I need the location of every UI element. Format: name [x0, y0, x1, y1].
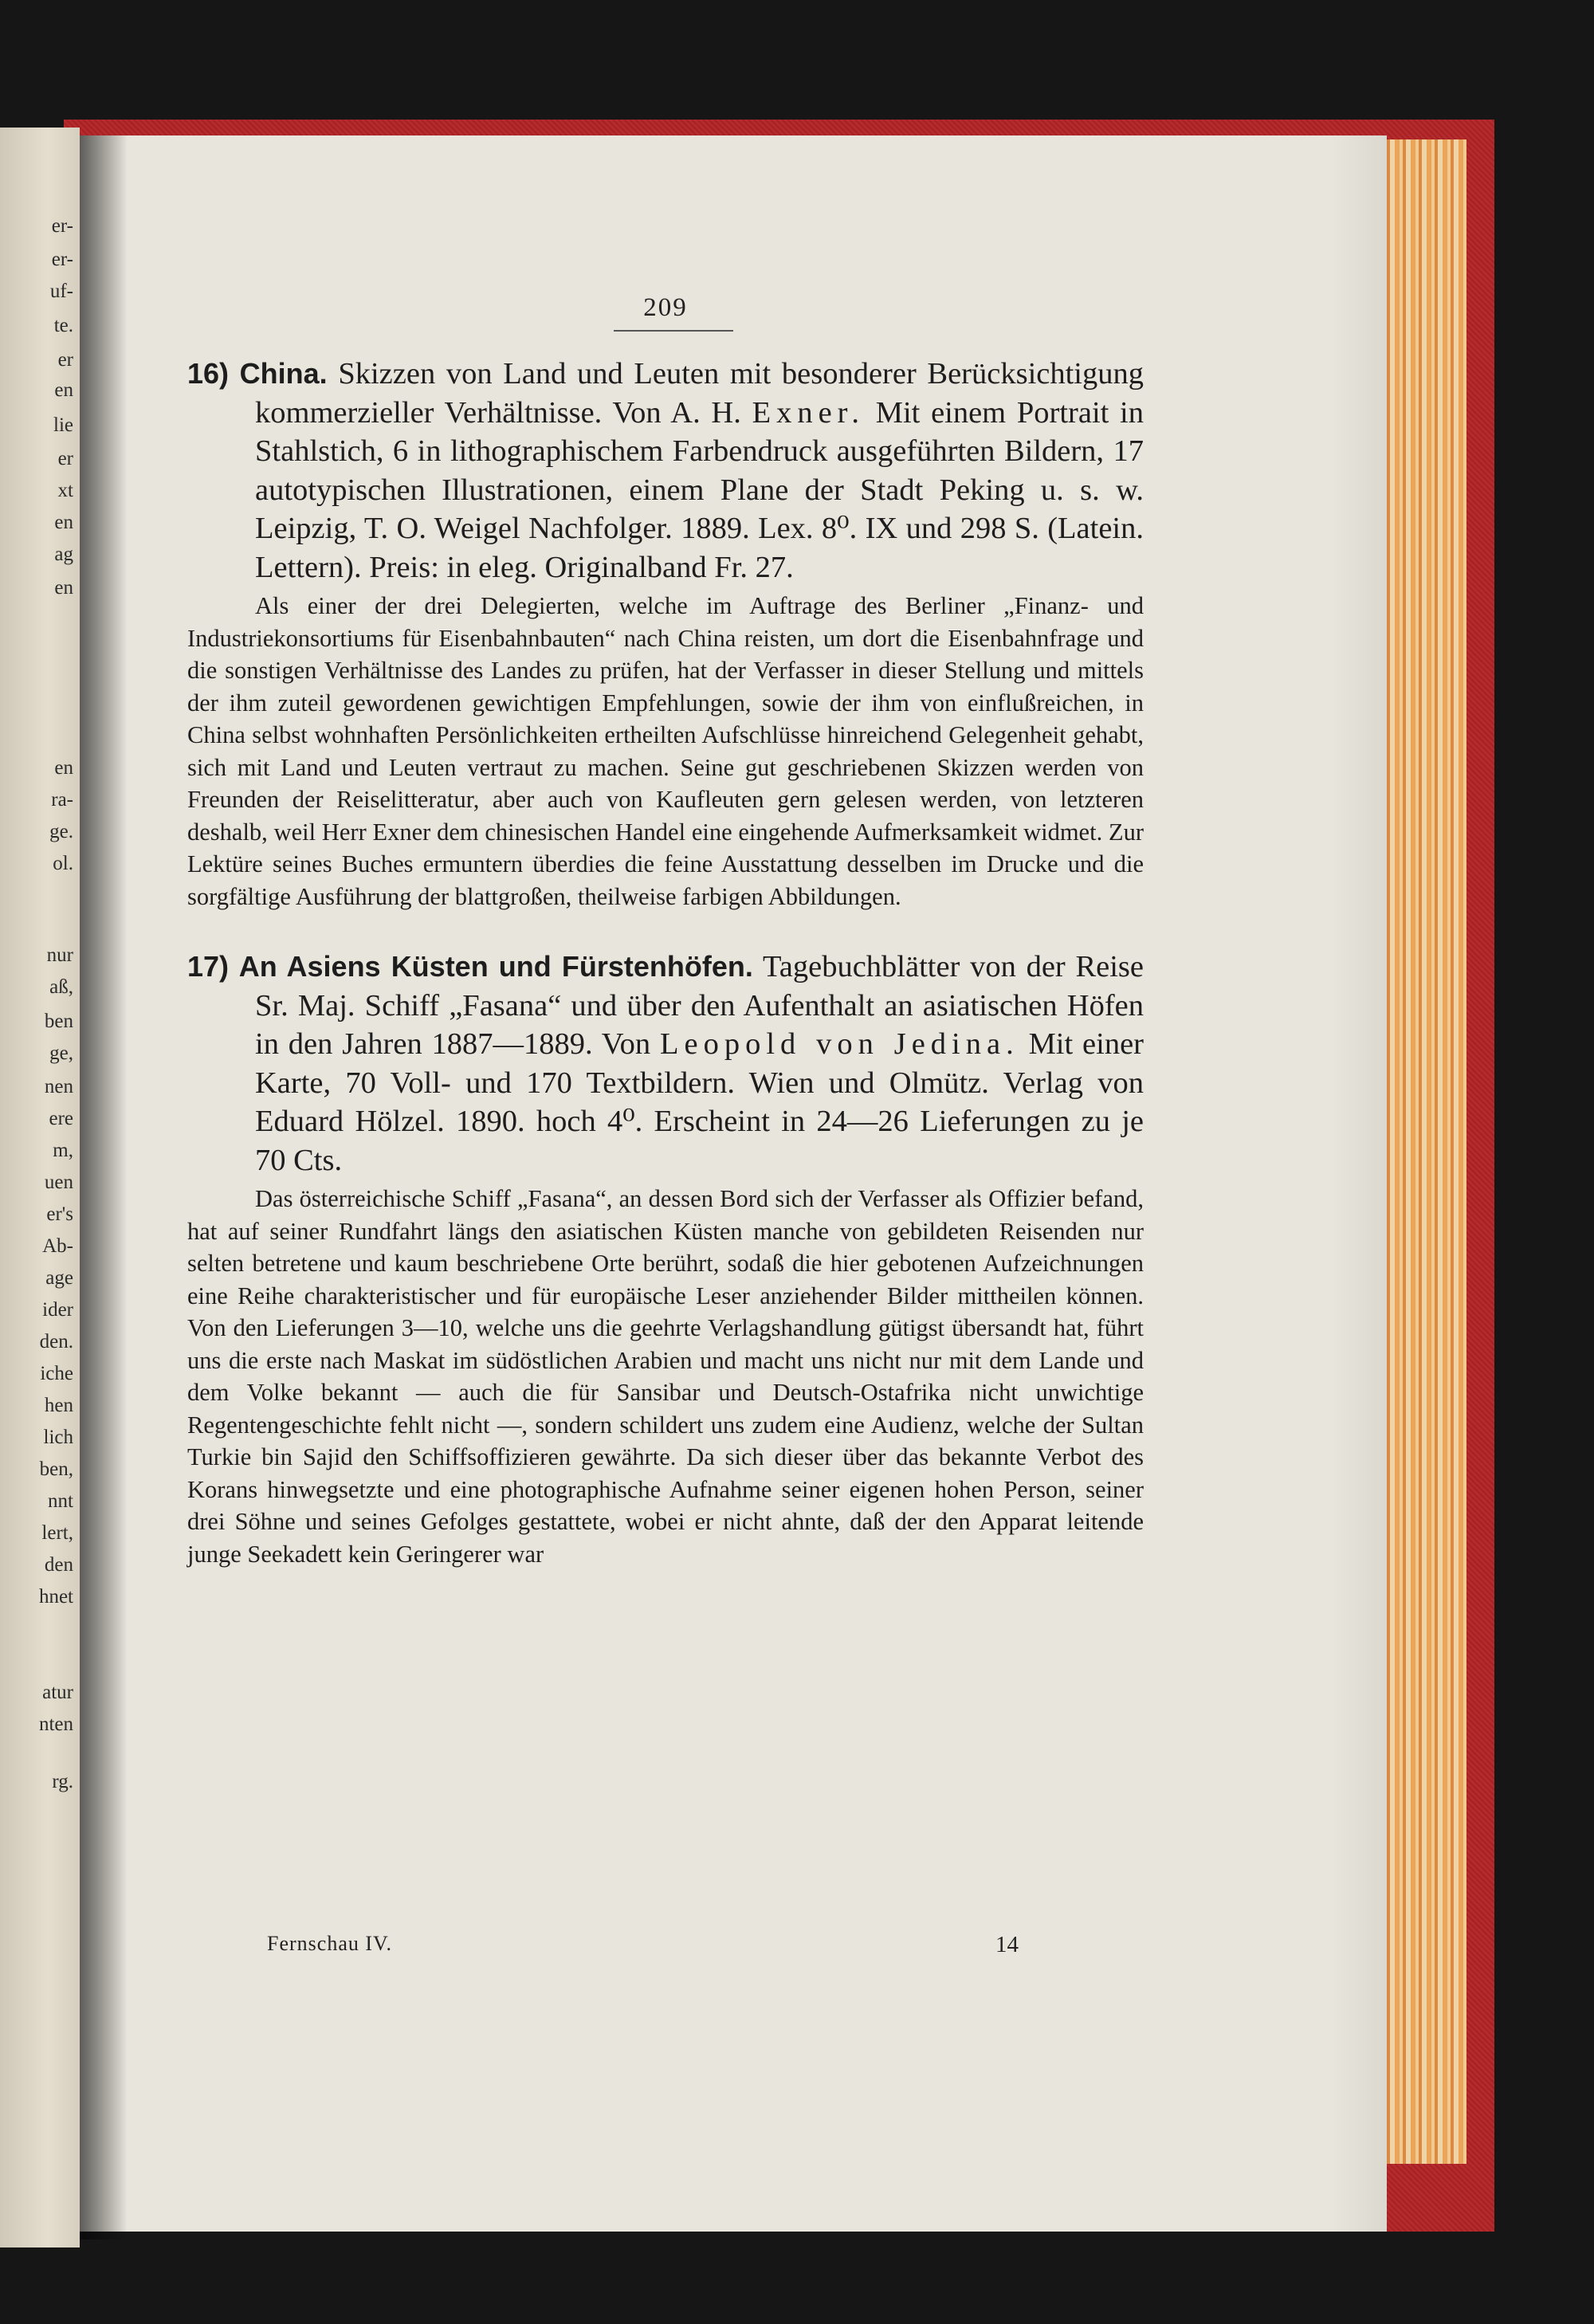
entry-review: Das österreichische Schiff „Fasana“, an dessen Bord sich der Verfasser als Offizier befand, hat auf seiner Rundfahrt längs den asiatischen Küsten manche von gebildeten Reisenden nur selten betretene und kaum beschriebene Orte berührt, sodaß die hier gebotenen Aufzeichnungen eine Reihe charakteristischer und für europäische Leser anziehender Bilder mittheilen können. Von den Lieferungen 3—10, welche uns die geehrte Verlagshandlung gütigst übersandt hat, führt uns die erste nach Maskat im südöstlichen Arabien und macht uns nicht nur mit dem Lande und dem Volke bekannt — auch die für Sansibar und Deutsch-Ostafrika nicht unwichtige Regentengeschichte fehlt nicht —, sondern schildert uns zudem eine Audienz, welche der Sultan Turkie bin Sajid den Schiffsoffizieren gewährte. Da sich dieser über das bekannte Verbot des Korans hinwegsetzte und eine photographische Aufnahme seiner eigenen hohen Person, seiner drei Söhne und seines Gefolges gestattete, wobei er nicht ahnte, daß der den Apparat leitende junge Seekadett kein Geringerer war: [187, 1185, 1144, 1568]
left-page-fragment: m,: [53, 1140, 73, 1161]
page-content: [187, 355, 1144, 1570]
left-page-fragment: uen: [44, 1172, 73, 1193]
left-page-fragment: rg.: [52, 1771, 73, 1792]
left-page-edge: [0, 128, 80, 2247]
left-page-fragment: ere: [49, 1108, 73, 1129]
left-page-fragment: hnet: [38, 1586, 73, 1608]
left-page-fragment: den.: [39, 1331, 73, 1352]
left-page-fragment: er-: [51, 215, 73, 237]
entry-heading: [187, 948, 1144, 1180]
entry-review: Als einer der drei Delegierten, welche im Auftrage des Berliner „Finanz- und Industriekonsortiums für Eisenbahnbauten“ nach China reisten, um dort die Eisenbahnfrage und die sonstigen Verhältnisse des Landes zu prüfen, hat der Verfasser in dieser Stellung und mittels der ihm zuteil gewordenen gewichtigen Empfehlungen, sowie der ihm von einflußreichen, in China selbst wohnhaften Persönlichkeiten ertheilten Aufschlüsse hinreichend Gelegenheit gehabt, sich mit Land und Leuten vertraut zu machen. Seine gut geschriebenen Skizzen werden von Freunden der Reiselitteratur, aber auch von Kaufleuten gern gelesen werden, von letzteren deshalb, weil Herr Exner dem chinesischen Handel eine eingehende Aufmerksamkeit widmet. Zur Lektüre seines Buches ermuntern überdies die feine Ausstattung desselben im Drucke und die sorgfältige Ausführung der blattgroßen, theilweise farbigen Abbildungen.: [187, 592, 1144, 910]
entry-citation: Tagebuchblätter von der Reise Sr. Maj. Schiff „Fasana“ und über den Aufenthalt an asiatischen Höfen in den Jahren 1887—1889. Von: [255, 950, 1144, 1061]
entry-citation: Skizzen von Land und Leuten mit besonderer Berücksichtigung kommerzieller Verhältnisse. Von A. H.: [255, 357, 1144, 430]
left-page-fragment: hen: [44, 1395, 73, 1416]
left-page-fragment: ag: [54, 544, 73, 565]
left-page-fragment: nur: [46, 944, 73, 966]
entry-author: Exner.: [752, 395, 865, 430]
left-page-fragment: er: [57, 448, 73, 469]
left-page-fragment: Ab-: [42, 1235, 73, 1257]
left-page-fragment: lie: [53, 414, 73, 436]
printer-signature: Fernschau IV.: [267, 1932, 392, 1955]
left-page-fragment: en: [54, 757, 73, 779]
left-page-fragment: ge.: [49, 821, 73, 842]
entry-details: Mit einer Karte, 70 Voll- und 170 Textbildern. Wien und Olmütz. Verlag von Eduard Hölzel. 1890. hoch 4⁰. Erscheint in 24—26 Lieferungen zu je 70 Cts.: [255, 1027, 1144, 1177]
entry-17: [187, 948, 1144, 1570]
left-page-fragment: aß,: [49, 976, 73, 998]
left-page-fragment: nnt: [48, 1490, 73, 1512]
page-number-rule: [614, 330, 733, 332]
left-page-fragment: en: [54, 577, 73, 599]
left-page-fragment: ge,: [49, 1042, 73, 1064]
left-page-fragment: lich: [43, 1427, 73, 1448]
left-page-fragment: en: [54, 512, 73, 533]
entry-title: An Asiens Küsten und Fürstenhöfen.: [238, 950, 753, 983]
gutter-shadow: [80, 135, 128, 2240]
entry-heading: [187, 355, 1144, 587]
left-page-fragment: den: [44, 1554, 73, 1576]
entry-number: 17): [187, 950, 230, 983]
left-page-fragment: te.: [53, 315, 73, 336]
left-page-fragment: lert,: [41, 1522, 73, 1544]
left-page-fragment: age: [45, 1267, 73, 1289]
entry-title: China.: [239, 357, 328, 390]
left-page-fragment: en: [54, 379, 73, 401]
left-page-fragment: xt: [57, 480, 73, 501]
left-page-fragment: er-: [51, 249, 73, 270]
left-page-fragment: er: [57, 349, 73, 371]
left-page-fragment: nen: [44, 1076, 73, 1097]
left-page-fragment: ider: [42, 1299, 73, 1321]
page-number: 209: [643, 293, 688, 322]
sheet-number: 14: [995, 1932, 1019, 1957]
left-page-fragment: iche: [40, 1363, 73, 1384]
left-page-fragment: ol.: [53, 853, 73, 874]
left-page-fragment: atur: [42, 1682, 73, 1703]
left-page-fragment: ben,: [39, 1458, 73, 1480]
left-page-fragment: ben: [44, 1011, 73, 1032]
left-page-fragment: ra-: [51, 789, 73, 811]
left-page-fragment: uf-: [49, 281, 73, 302]
entry-details: Mit einem Portrait in Stahlstich, 6 in lithographischem Farbendruck ausgeführten Bildern, 17 autotypischen Illustrationen, einem Plane der Stadt Peking u. s. w. Leipzig, T. O. Weigel Nachfolger. 1889. Lex. 8⁰. IX und 298 S. (Latein. Lettern). Preis: in eleg. Originalband Fr. 27.: [255, 395, 1144, 584]
left-page-fragment: er's: [46, 1203, 73, 1225]
left-page-fragment: nten: [38, 1714, 73, 1735]
entry-16: [187, 355, 1144, 913]
entry-author: Leopold von Jedina.: [660, 1027, 1019, 1061]
page-edges: [1379, 139, 1466, 2164]
entry-number: 16): [187, 357, 230, 390]
